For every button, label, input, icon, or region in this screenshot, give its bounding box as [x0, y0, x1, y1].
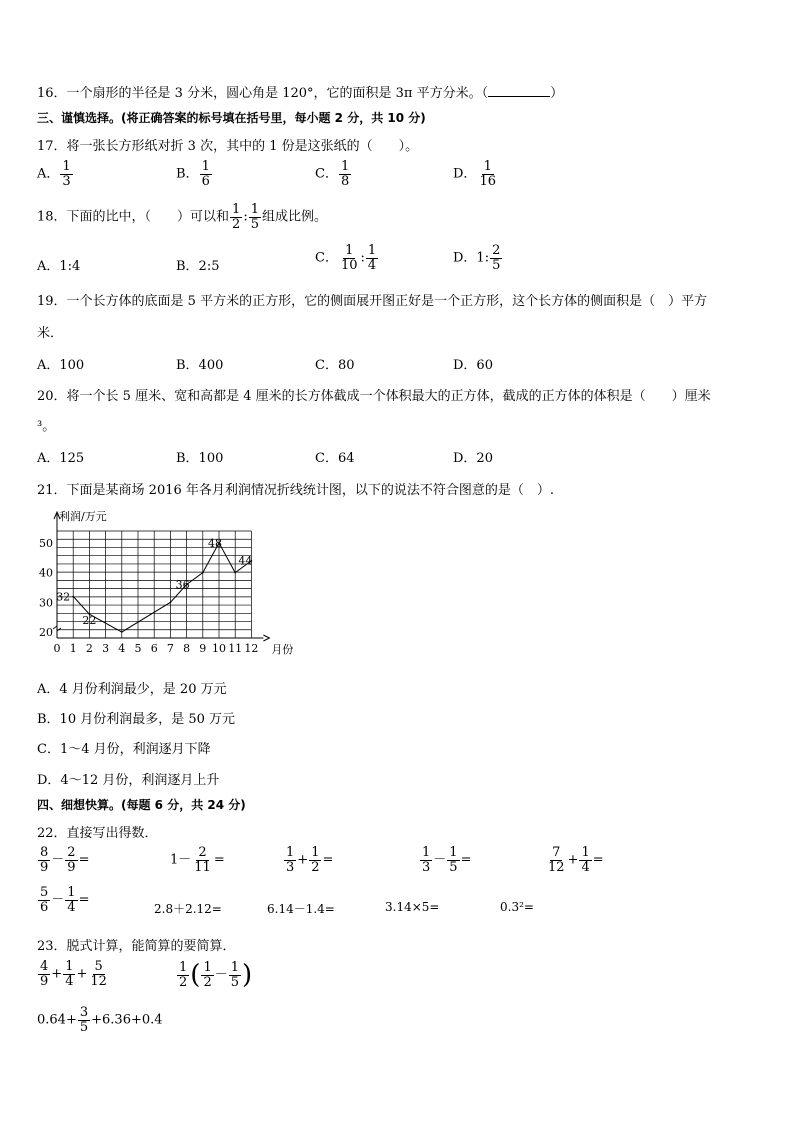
q22-expr-7: 2.8＋2.12= [154, 902, 222, 916]
q17-option-c[interactable]: C． $\frac{1}{8}$ [315, 159, 350, 189]
question-20-line-2: ³。 [37, 419, 56, 434]
q22-expr-4: $\frac{1}{3}$ － $\frac{1}{5}$ = [422, 845, 472, 875]
x-tick-label: 4 [118, 642, 126, 655]
q21-option-a[interactable]: A．4 月份利润最少，是 20 万元 [37, 682, 227, 697]
q20-option-d[interactable]: D．20 [453, 451, 493, 466]
q18-option-b[interactable]: B．2:5 [176, 259, 220, 274]
x-tick-label: 11 [228, 642, 243, 655]
data-point [170, 602, 172, 604]
q22-expr-8: 6.14－1.4= [267, 902, 335, 916]
fraction: $\frac{1}{4}$ [367, 243, 377, 273]
q21-option-c[interactable]: C．1～4 月份，利润逐月下降 [37, 742, 211, 757]
x-tick-label: 9 [199, 642, 207, 655]
question-17-text: 17．将一张长方形纸对折 3 次，其中的 1 份是这张纸的（ ）。 [37, 139, 419, 154]
question-18: 18．下面的比中，（ ）可以和 $\frac{1}{2}$ : $\frac{1}{5}$ 组成比例。 [37, 202, 328, 232]
q20-option-b[interactable]: B．100 [176, 451, 224, 466]
fraction: $\frac{2}{5}$ [492, 243, 501, 273]
profit-line-chart [30, 505, 300, 660]
data-label: 36 [175, 578, 190, 592]
question-20-line-1: 20．将一个长 5 厘米、宽和高都是 4 厘米的长方体截成一个体积最大的正方体，截成的正方体的体积是（ ）厘米 [37, 389, 711, 404]
x-tick-label: 2 [85, 642, 93, 655]
q17-option-d[interactable]: D． $\frac{1}{16}$ [453, 159, 496, 189]
fraction: $\frac{1}{6}$ [201, 159, 210, 189]
q19-option-a[interactable]: A．100 [37, 358, 85, 373]
section-4-heading: 四、细想快算。(每题 6 分，共 24 分) [37, 798, 246, 812]
fraction: $\frac{1}{2}$ [232, 202, 241, 232]
data-point [72, 596, 74, 598]
question-19-line-2: 米． [37, 326, 64, 341]
q20-option-a[interactable]: A．125 [37, 451, 85, 466]
q22-expr-2: 1－ $\frac{2}{11}$ = [170, 845, 225, 875]
q19-option-d[interactable]: D．60 [453, 358, 493, 373]
x-tick-label: 0 [53, 642, 61, 655]
data-point [234, 572, 236, 574]
section-3-heading: 三、谨慎选择。(将正确答案的标号填在括号里，每小题 2 分，共 10 分) [37, 111, 426, 125]
x-tick-label: 6 [150, 642, 158, 655]
q18-option-d[interactable]: D．1: $\frac{2}{5}$ [453, 243, 501, 273]
data-point [202, 572, 204, 574]
x-axis-title: 月份 [271, 643, 294, 656]
question-16: 16．一个扇形的半径是 3 分米，圆心角是 120°，它的面积是 3π 平方分米。（ ） [37, 86, 564, 101]
question-16-text: 16．一个扇形的半径是 3 分米，圆心角是 120°，它的面积是 3π 平方分米。（ [37, 86, 489, 101]
q22-expr-5: $\frac{7}{12}$ + $\frac{1}{4}$ = [548, 845, 604, 875]
q18-option-a[interactable]: A．1:4 [37, 259, 81, 274]
x-tick-label: 7 [166, 642, 174, 655]
fraction: $\frac{1}{16}$ [479, 159, 496, 189]
question-21-text: 21．下面是某商场 2016 年各月利润情况折线统计图，以下的说法不符合图意的是（ ）. [37, 483, 555, 498]
y-axis-title: 利润/万元 [59, 510, 107, 523]
data-label: 44 [238, 554, 253, 568]
y-tick-label: 30 [39, 596, 53, 610]
data-point [121, 631, 123, 633]
fraction: $\frac{1}{10}$ [340, 243, 358, 273]
q22-expr-6: $\frac{5}{6}$ － $\frac{1}{4}$ = [40, 885, 90, 915]
q17-option-a[interactable]: A． $\frac{1}{3}$ [37, 159, 71, 189]
q22-expr-1: $\frac{8}{9}$ － $\frac{2}{9}$ = [40, 845, 90, 875]
q18-option-c[interactable]: C． $\frac{1}{10}$ : $\frac{1}{4}$ [315, 243, 377, 273]
x-tick-label: 5 [134, 642, 142, 655]
question-23-text: 23．脱式计算，能简算的要简算． [37, 939, 236, 954]
data-label: 22 [82, 614, 97, 628]
fraction: $\frac{1}{8}$ [340, 159, 350, 189]
q23-expr-2: $\frac{1}{2}$ ( $\frac{1}{2}$ － $\frac{1}{5}$ ) [179, 959, 253, 990]
q17-option-b[interactable]: B． $\frac{1}{6}$ [176, 159, 210, 189]
q21-option-b[interactable]: B．10 月份利润最多，是 50 万元 [37, 712, 236, 727]
q22-expr-3: $\frac{1}{3}$ + $\frac{1}{2}$ = [286, 845, 334, 875]
x-tick-label: 12 [244, 642, 259, 655]
x-tick-label: 10 [212, 642, 226, 655]
y-tick-label: 40 [39, 566, 53, 580]
question-22-text: 22．直接写出得数． [37, 826, 158, 841]
y-tick-label: 20 [39, 626, 53, 640]
answer-blank[interactable] [488, 84, 550, 97]
q19-option-c[interactable]: C．80 [315, 358, 355, 373]
data-label: 32 [56, 590, 71, 604]
series-line [73, 543, 251, 632]
q21-option-d[interactable]: D．4～12 月份，利润逐月上升 [37, 773, 220, 788]
axis-break [53, 626, 61, 631]
fraction: $\frac{1}{5}$ [250, 202, 259, 232]
x-axis-arrow [263, 635, 269, 641]
q22-expr-10: 0.3²= [500, 900, 534, 914]
q22-expr-9: 3.14×5= [385, 900, 440, 914]
question-19-line-1: 19．一个长方体的底面是 5 平方米的正方形，它的侧面展开图正好是一个正方形，这个长方体的侧面积是（ ）平方 [37, 294, 708, 309]
q19-option-b[interactable]: B．400 [176, 358, 224, 373]
data-label: 48 [208, 536, 222, 550]
q20-option-c[interactable]: C．64 [315, 451, 355, 466]
q23-expr-3: 0.64+ $\frac{3}{5}$ +6.36+0.4 [37, 1005, 163, 1035]
x-tick-label: 3 [102, 642, 110, 655]
x-tick-label: 1 [69, 642, 77, 655]
fraction: $\frac{1}{3}$ [62, 159, 71, 189]
y-tick-label: 50 [39, 536, 53, 550]
q23-expr-1: $\frac{4}{9}$ + $\frac{1}{4}$ + $\frac{5}{12}$ [40, 959, 107, 989]
x-tick-label: 8 [183, 642, 191, 655]
